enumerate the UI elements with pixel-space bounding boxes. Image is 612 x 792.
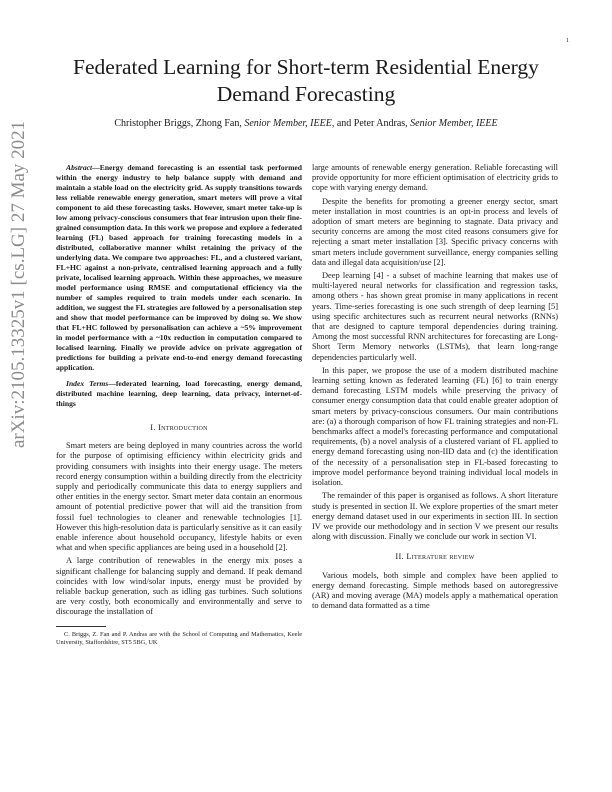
literature-paragraph-1: Various models, both simple and complex have been applied to energy demand forecasting. Simple methods based on autoregressive (AR) and moving average (MA) models apply a mathematical operation to demand data formatted as a time bbox=[312, 570, 558, 611]
right-paragraph-3: Deep learning [4] - a subset of machine learning that makes use of multi-layered neural networks for classification and regression tasks, among others - has shown great promise in many applications in recent years. Time-series forecasting is one such strength of deep learning [5] using specific architectures such as recurrent neural networks (RNNs) that are designed to capture temporal dependencies during training. Among the most successful RNN architectures for forecasting are Long-Short Term Memory networks (LSTMs), that learn long-range dependencies particularly well. bbox=[312, 271, 558, 362]
authors-part-1: Christopher Briggs, Zhong Fan, bbox=[114, 118, 245, 129]
right-paragraph-2: Despite the benefits for promoting a greener energy sector, smart meter installation in most countries is an opt-in process and levels of adoption of smart meters are beginning to stagnate. Data privacy and security concerns are among the most cited reasons consumers give for rejecting a smart meter installation [3]. Specific privacy concerns with smart meters include government surveillance, energy companies selling data and illegal data acquisition/use [2]. bbox=[312, 196, 558, 267]
literature-review-heading: II. Literature review bbox=[395, 552, 475, 562]
author-role-2: Senior Member, IEEE bbox=[410, 118, 498, 129]
intro-paragraph-2: A large contribution of renewables in the energy mix poses a significant challenge for balancing supply and demand. If peak demand coincides with low wind/solar inputs, energy must be provided by reliable backup generation, such as idling gas turbines. Such solutions are very costly, both economically and environmentally and serve to discourage the installation of bbox=[56, 556, 302, 617]
index-terms-label: Index Terms bbox=[66, 379, 109, 388]
right-paragraph-1: large amounts of renewable energy generation. Reliable forecasting will provide opportunity for more efficient optimisation of electricity grids to cope with varying energy demand. bbox=[312, 163, 558, 193]
right-column bbox=[312, 163, 558, 614]
paper-title: Federated Learning for Short-term Residential Energy Demand Forecasting bbox=[73, 55, 539, 106]
page-number: 1 bbox=[566, 38, 569, 44]
right-paragraph-4: In this paper, we propose the use of a modern distributed machine learning setting known as federated learning (FL) [6] to train energy demand forecasting LSTM models while preserving the privacy of consumer energy consumption data that could enable greater adoption of smart meters by privacy-conscious consumers. Our main contributions are: (a) a thorough comparison of how FL training strategies and non-FL benchmarks affect a model's forecasting performance and computational requirements, (b) a novel analysis of a clustered variant of FL applied to energy demand forecasting using non-IID data and (c) the identification of the necessity of a personalisation step in FL-based forecasting to improve model performance beyond training individual local models in isolation. bbox=[312, 365, 558, 488]
abstract-text: —Energy demand forecasting is an essential task performed within the energy industry to help balance supply with demand and maintain a stable load on the electricity grid. As supply transitions towards less reliable renewable energy generation, smart meters will prove a vital component to aid these forecasting tasks. However, smart meter take-up is low among privacy-conscious consumers that fear intrusion upon their fine-grained consumption data. In this work we propose and explore a federated learning (FL) based approach for training forecasting models in a distributed, collaborative manner whilst retaining the privacy of the underlying data. We compare two approaches: FL, and a clustered variant, FL+HC against a non-private, centralised learning approach and a fully private, localised learning approach. Within these approaches, we measure model performance using RMSE and computational efficiency via the number of samples required to train models under each scenario. In addition, we suggest the FL strategies are followed by a personalisation step and show that model performance can be improved by doing so. We show that FL+HC followed by personalisation can achieve a ~5% improvement in model performance with a ~10x reduction in computation compared to localised learning. Finally we provide advice on private aggregation of predictions for building a private end-to-end energy demand forecasting application. bbox=[56, 163, 302, 372]
left-column bbox=[56, 163, 302, 647]
author-role-1: Senior Member, IEEE bbox=[244, 118, 332, 129]
abstract-label: Abstract bbox=[66, 163, 93, 172]
footnote-rule bbox=[56, 626, 106, 627]
author-list bbox=[60, 118, 552, 129]
right-paragraph-5: The remainder of this paper is organised as follows. A short literature study is presented in section II. We explore properties of the smart meter energy demand dataset used in our experiments in section III. In section IV we provide our methodology and in section V we present our results along with discussion. Finally we conclude our work in section VI. bbox=[312, 491, 558, 542]
intro-heading: I. Introduction bbox=[150, 423, 208, 432]
authors-part-2: , and Peter Andras, bbox=[331, 118, 411, 129]
abstract bbox=[56, 163, 302, 373]
footnote: C. Briggs, Z. Fan and P. Andras are with the School of Computing and Mathematics, Keele University, Staffordshire, ST5 5BG, UK bbox=[56, 630, 302, 646]
index-terms-text: —federated learning, load forecasting, energy demand, distributed machine learning, deep learning, data privacy, internet-of-things bbox=[56, 379, 303, 408]
intro-paragraph-1: Smart meters are being deployed in many countries across the world for the purpose of optimising efficiency within electricity grids and providing consumers with insights into their energy usage. The meters record energy consumption within a building directly from the electricity supply and periodically communicate this data to energy suppliers and other entities in the energy sector. Smart meter data contain an enormous amount of potential predictive power that will aid the transition from fossil fuel technologies to cleaner and renewable technologies [1]. However this high-resolution data is particularly sensitive as it can easily enable inference about household occupancy, lifestyle habits or even what and when specific appliances are being used in a household [2]. bbox=[56, 441, 302, 553]
arxiv-identifier: arXiv:2105.13325v1 [cs.LG] 27 May 2021 bbox=[8, 120, 29, 448]
index-terms bbox=[56, 379, 302, 409]
